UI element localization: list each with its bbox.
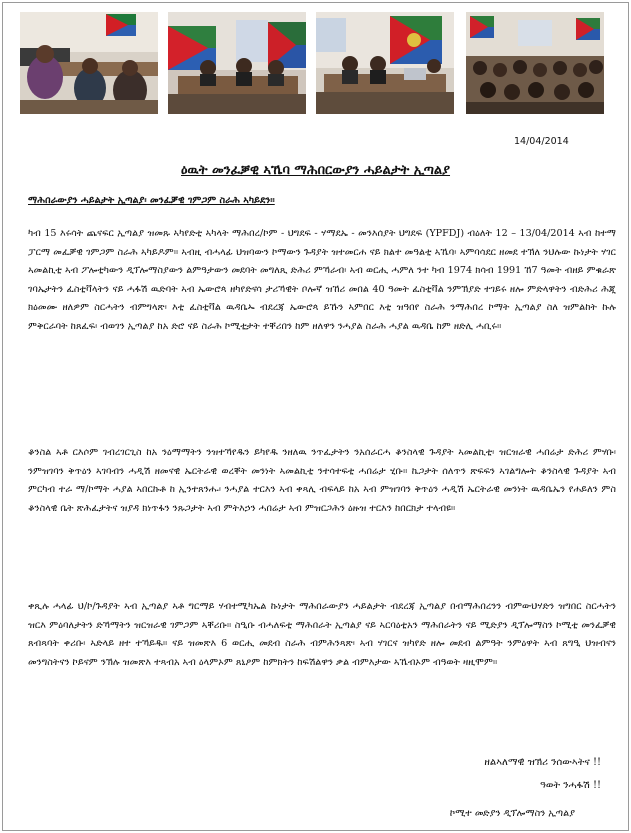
body-paragraph-1: ካብ 15 እሩሳት ጨናፍር ኢጣልያ ዝመጹ ኣካየድቲ ኣካላት ማሕበረ/ኮም - ህግደፍ - ሃማደኤ - መንእሰያት ህግደፍ (YPFDJ) ብዕለት 12 – 13/04/2014 ኣብ ከተማ ፓርማ መፈቓዊ ገምጋም ስራሕ ኣካይዶም። ኣብዚ ብሓላፊ ህዝባውን ኮማውን ጉዳያት ዝተመርሐ ናይ ክልተ መዓልቲ ኣኼባ፡ ኣምባሳደር ዘመደ ተኽለ ንህሉው ኩነታት ሃገር ኣመልኪቲ ኣብ ፖሎቲካውን ዲፕሎማስያውን ልምዓታውን መደባት መግለጺ ድሕሪ ምኻራብ፡ ኣብ ወርሒ ሓምለ ንተ ካብ 1974 ክሳብ 1991 ኸ7 ዓመት ብዘይ ምቁራጽ ገባኤታትን ፈስቲቫላትን ናይ ሓፋሽ ዉድባት ኣብ ኤውሮጳ ዘካየድናሳ ታሪኻዊት ቦሎኛ ዝኸሪ መበል 40 ዓመት ፈስቲቫል ንምኽያድ ተገይሩ ዘሎ ምድላዋትን ብድሕሪ ሕጂ ክዕመሙ ዘለዎም ስርሓትን ብምግላጽ፡ እቲ ፈስቲቫል ዉዳቤኡ ብደረጃ ኤውሮጳ ይኹን ኣምበር እቲ ዝዓበየ ስራሕ ንማሕበረ ኮማት ኢጣልያ ስለ ዝምልከት ኩሉ ምቅርራባት ከጸፈፍ፡ ብወገን ኢጣልያ ከአ ድሮ ናይ ስራሕ ኮሚቲታት ተቐሪበን ከም ዘለዋን ንሓያል ስራሕ ሓያል ዉዳቤ ከም ዘድሊ ሓቢሩ። [28,228,616,332]
closing-line-1: ዘልኣለማዊ ዝኽሪ ንሰውኣትና !! [484,757,601,768]
body-paragraph-3: ቀጺሉ ሓላፊ ህ/ኮ/ጉዳያት ኣብ ኢጣልያ ኣቶ ግርማይ ሃብተሚካኤል ኩነታት ማሕበራውያን ሓይልታት ብደረጃ ኢጣልያ በብማሕበረንን ብምውህሃድን ዝግበር ስርሓትን ዝርእ ምዕባለታትን ድኻማትን ዝርዝራዊ ገምጋም ኣቐሪቡ። ስዒቡ ብሓለፍቲ ማሕበራት ኢጣልያ ናይ ኣርባዕቲአን ማሕበራትን ናይ ሚድያን ዲፕሎማስን ኮሚቲ መንፈቓዊ ጸብጻባት ቀሪቡ፡ ኣድላይ ዘተ ተኻይዱ። ናይ ዝመጽእ 6 ወርሒ መደብ ስራሕ ብምሕንጻጽ፡ ኣብ ሃገርና ዝካየድ ዘሎ መደብ ልምዓት ንምዕዋት ኣብ ጸግዒ ህዝብናን መንግስትናን ኮይናም ንኽሉ ዝመጽእ ተጻብአ ኣብ ዕላምኦም ጸኒዖም ከምክትን ከፍሽልዋን ቃል ብምእታው ኣኼብኦም ብዓወት ዛዚሞም። [28,601,616,668]
photo-strip [0,0,631,120]
body-paragraph-2: ቆንስል ኣቶ ርእሶም ገብረገርጊስ ከአ ንዕማማትን ንዝተኻየዱን ይካየዱ ንዘለዉ ንጥፈታትን ንአሰራርሓ ቆንስላዊ ጉዳያት ኣመልኪቲ፡ ዝርዝራዊ ሓበሬታ ድሕሪ ምሃቡ፡ ንምዝገባን ቅጥዕን ኣገባብን ሓዲሽ ዘመናዊ ኤርትራዊ ወረቐት መንነት ኣመልኪቲ ንተሳተፍቲ ሓበሬታ ሂቡ። ኬጋታት ሰለጥን ጽፍፍን ኣገልግሎት ቆንስላዊ ጉዳያት ኣብ ምርካብ ተራ ማ/ኮማት ሓያል ኣበርኩቶ ከ ኢንተጸንሑ፡ ንሓያል ተርእን ኣብ ቀጻሊ ብፍላይ ከአ ኣብ ምዝገባን ቅጥዕን ሓዲሽ ኤርትራዊ መንነት ዉዳቤኤን የሐይለን ምስ ቆንስላዊ ቤት ጽሕፈታትና ዝያዳ ክነጥፋን ንጹጋታት ኣብ ምትእኃን ሓበሬታ ኣብ ምዝርጋሕን ዕዙዝ ተርእን ከበርክታ ተላብዩ። [28,447,616,514]
closing-line-2: ዓወት ንሓፋሽ !! [539,780,601,791]
conference-photo-2 [168,12,306,114]
subtitle: ማሕበራውያን ሓይልታት ኢጣልያ፡ መንፈቓዊ ገምጋም ስራሕ ኣካይደን። [28,195,275,206]
signature: ኮሚተ መድያን ዲፕሎማስን ኢጣልያ [449,808,575,819]
conference-photo-4 [466,12,604,114]
conference-photo-3 [316,12,454,114]
document-date: 14/04/2014 [514,136,569,147]
page-frame [2,2,629,831]
page-title: ዕዉት መንፈቓዊ ኣኼባ ማሕበርውያን ሓይልታት ኢጣልያ [180,163,451,178]
conference-photo-1 [20,12,158,114]
